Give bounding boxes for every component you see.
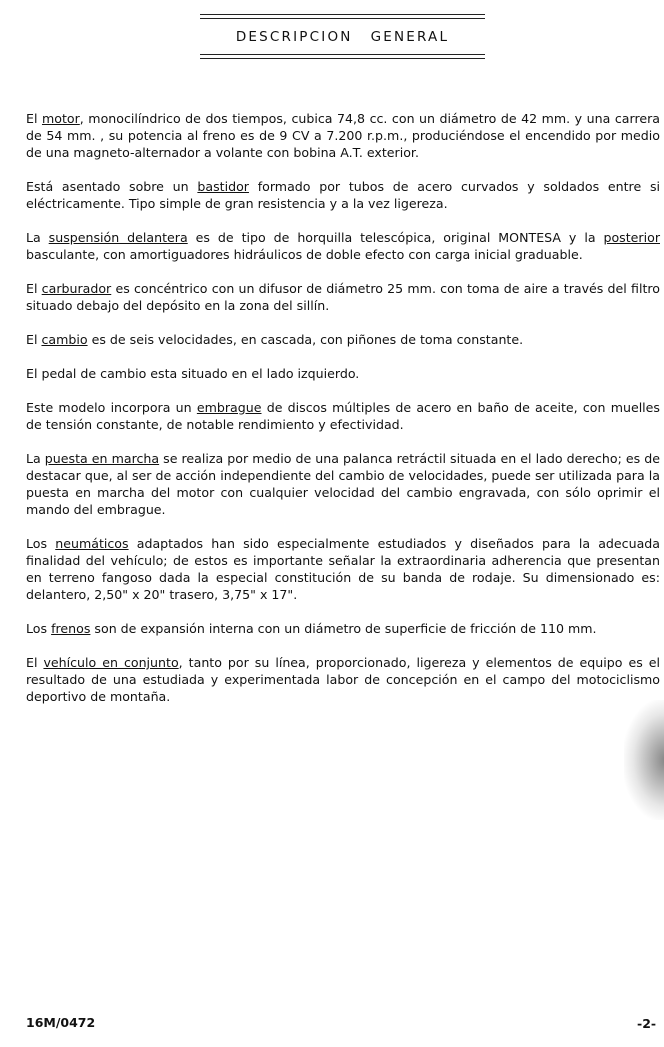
document-body — [26, 110, 660, 722]
underlined-term: suspensión delantera — [48, 230, 188, 245]
paragraph-frenos — [26, 620, 660, 637]
underlined-term: neumáticos — [55, 536, 129, 551]
text: El — [26, 655, 44, 670]
text: El — [26, 281, 42, 296]
text: Está asentado sobre un — [26, 179, 198, 194]
underlined-term: carburador — [41, 281, 112, 296]
text: es de tipo de horquilla telescópica, original MONTESA y la — [187, 230, 604, 245]
underlined-term: cambio — [41, 332, 88, 347]
text: El pedal de cambio esta situado en el lado izquierdo. — [26, 366, 360, 381]
underlined-term: puesta en marcha — [44, 451, 160, 466]
underlined-term: frenos — [51, 621, 91, 636]
paragraph-carburador — [26, 280, 660, 314]
paragraph-suspension — [26, 229, 660, 263]
text: de discos múltiples de acero en baño de aceite, con muelles de tensión constante, de notable rendimiento y efectividad. — [26, 400, 660, 432]
text: La — [26, 451, 45, 466]
text: La — [26, 230, 49, 245]
underlined-term: motor — [41, 111, 80, 126]
underlined-term: vehículo en conjunto — [43, 655, 179, 670]
text: es concéntrico con un difusor de diámetro 25 mm. con toma de aire a través del filtro situado debajo del depósito en la zona del sillín. — [26, 281, 660, 313]
text: Los — [26, 621, 52, 636]
text: basculante, con amortiguadores hidráulicos de doble efecto con carga inicial graduable. — [26, 247, 583, 262]
paragraph-vehiculo — [26, 654, 660, 705]
paragraph-embrague — [26, 399, 660, 433]
text: formado por tubos de acero curvados y soldados entre si eléctricamente. Tipo simple de gran resistencia y a la vez ligereza. — [26, 179, 660, 211]
paragraph-cambio — [26, 331, 660, 348]
underlined-term: bastidor — [197, 179, 249, 194]
text: es de seis velocidades, en cascada, con piñones de toma constante. — [87, 332, 524, 347]
paragraph-puesta-en-marcha — [26, 450, 660, 518]
paragraph-pedal — [26, 365, 660, 382]
page-number: -2- — [637, 1016, 657, 1031]
text: El — [26, 332, 42, 347]
scan-smudge — [624, 700, 664, 820]
text: El — [26, 111, 42, 126]
title-word-1: DESCRIPCION — [235, 29, 353, 45]
text: Este modelo incorpora un — [26, 400, 197, 415]
text: se realiza por medio de una palanca retráctil situada en el lado derecho; es de destacar que, al ser de acción independiente del cambio de velocidades, puede ser utilizada para la puesta en marcha del motor con cualquier velocidad del cambio engravada, con sólo oprimir el mando del embrague. — [26, 451, 660, 517]
text: , tanto por su línea, proporcionado, ligereza y elementos de equipo es el resultado de una estudiada y experimentada labor de concepción en el campo del motociclismo deportivo de montaña. — [26, 655, 660, 704]
text: adaptados han sido especialmente estudiados y diseñados para la adecuada finalidad del vehículo; de estos es importante señalar la extraordinaria adherencia que presentan en terreno fangoso dada la especial constitución de su banda de rodaje. Su dimensionado es: delantero, 2,50" x 20" trasero, 3,75" x 17". — [26, 536, 660, 602]
text: Los — [26, 536, 56, 551]
header-rule-bottom — [200, 54, 485, 59]
underlined-term: embrague — [196, 400, 262, 415]
text: , monocilíndrico de dos tiempos, cubica 74,8 cc. con un diámetro de 42 mm. y una carrera de 54 mm. , su potencia al freno es de 9 CV a 7.200 r.p.m., produciéndose el encendido por medio de una magneto-alternador a volante con bobina A.T. exterior. — [26, 111, 660, 160]
document-code: 16M/0472 — [26, 1015, 96, 1030]
paragraph-neumaticos — [26, 535, 660, 603]
text: son de expansión interna con un diámetro de superficie de fricción de 110 mm. — [90, 621, 597, 636]
page-title — [200, 19, 485, 54]
paragraph-bastidor — [26, 178, 660, 212]
underlined-term: posterior — [603, 230, 660, 245]
title-word-2: GENERAL — [370, 29, 450, 45]
paragraph-motor — [26, 110, 660, 161]
document-header — [200, 14, 485, 59]
